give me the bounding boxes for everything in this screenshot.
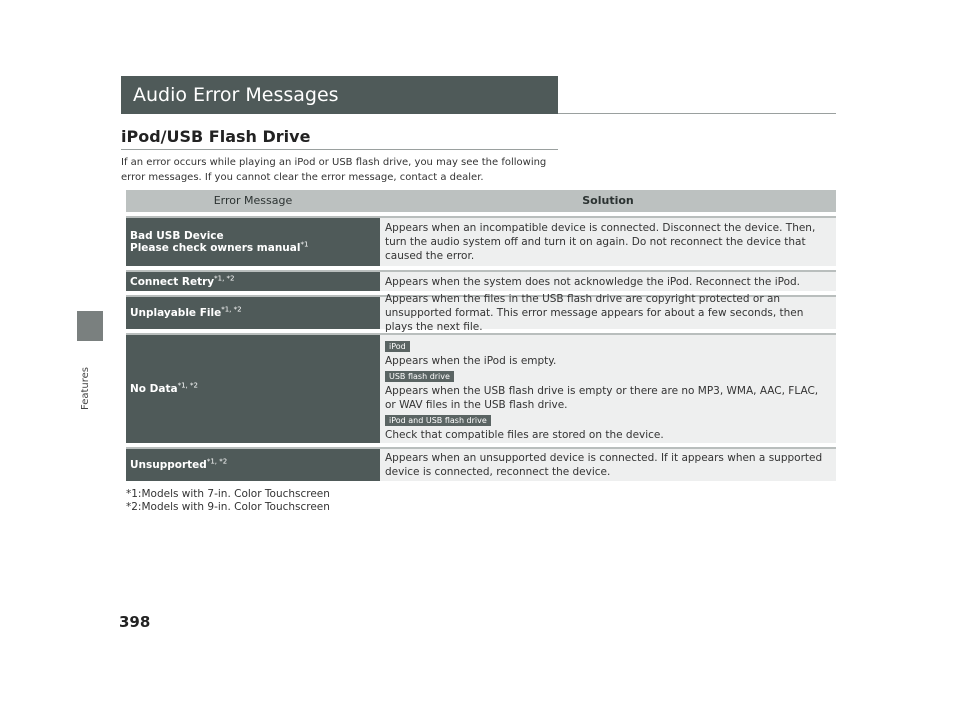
error-message-table [126,190,836,481]
footnote-ref: *1, *2 [221,305,242,314]
error-message-line: Bad USB Device [130,230,224,242]
error-message-cell [126,447,380,481]
intro-paragraph: If an error occurs while playing an iPod or USB flash drive, you may see the following error messages. If you cannot clear the error message, contact a dealer. [121,157,547,183]
section-title: Audio Error Messages [121,76,558,114]
footnote-ref: *1 [300,240,309,249]
table-row [126,270,836,291]
device-tag: iPod [385,341,410,352]
chapter-label: Features [80,367,91,410]
footnote: *2:Models with 9-in. Color Touchscreen [126,501,330,513]
error-message-cell [126,333,380,443]
error-message-cell [126,216,380,266]
solution-cell: Appears when the system does not acknowledge the iPod. Reconnect the iPod. [380,270,836,291]
footnote: *1:Models with 7-in. Color Touchscreen [126,488,330,500]
error-message-cell [126,270,380,291]
error-message-text: No Data [130,383,178,395]
table-header [126,190,836,212]
solution-text: Appears when the iPod is empty. [385,355,557,367]
column-header-solution: Solution [582,194,634,207]
solution-text: Check that compatible files are stored on the device. [385,429,664,441]
solution-cell [380,333,836,443]
column-header-message: Error Message [213,194,293,207]
device-tag: iPod and USB flash drive [385,415,491,426]
table-row [126,216,836,266]
footnotes [126,488,330,514]
footnote-ref: *1, *2 [177,381,198,390]
footnote-ref: *1, *2 [214,274,235,282]
solution-cell: Appears when an unsupported device is connected. If it appears when a supported device is connected, reconnect the device. [380,447,836,481]
page-number: 398 [119,613,151,631]
table-row [126,333,836,443]
table-row [126,447,836,481]
device-tag: USB flash drive [385,371,454,382]
header-divider [558,113,836,114]
solution-cell: Appears when an incompatible device is connected. Disconnect the device. Then, turn the audio system off and turn it on again. Do not reconnect the device that caused the error. [380,216,836,266]
subsection-title: iPod/USB Flash Drive [121,127,311,146]
error-message-text: Unsupported [130,459,207,471]
chapter-tab [77,311,103,341]
title-divider [121,149,558,150]
solution-text: Appears when the USB flash drive is empty or there are no MP3, WMA, AAC, FLAC, or WAV files in the USB flash drive. [385,385,819,411]
error-message-cell [126,295,380,329]
error-message-text: Connect Retry [130,275,215,288]
error-message-text: Unplayable File [130,307,222,319]
solution-cell: Appears when the files in the USB flash drive are copyright protected or an unsupported format. This error message appears for about a few seconds, then plays the next file. [380,295,836,329]
footnote-ref: *1, *2 [206,457,228,466]
table-row [126,293,836,333]
error-message-line: Please check owners manual$^{*1}$ [130,240,309,254]
